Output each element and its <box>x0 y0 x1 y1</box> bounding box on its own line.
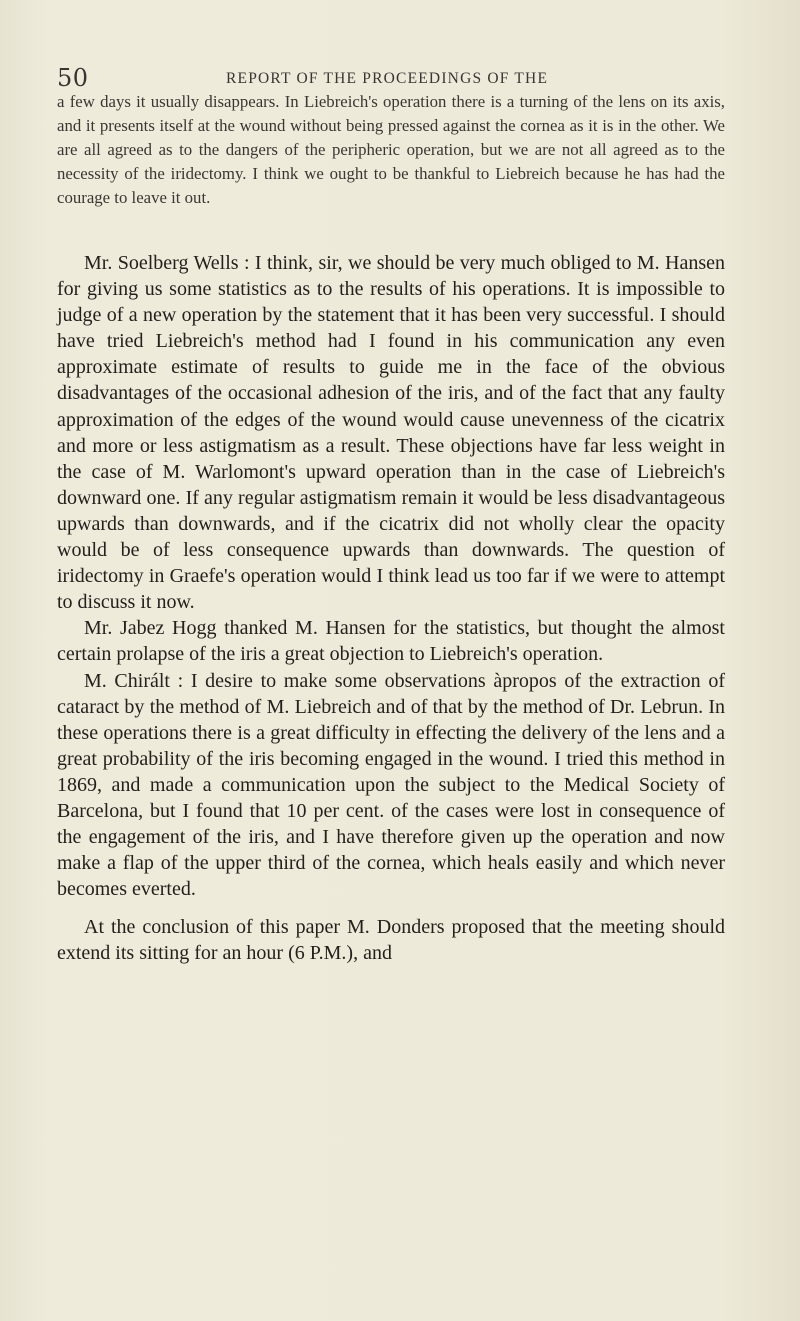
main-text-block <box>57 250 725 967</box>
running-head: REPORT OF THE PROCEEDINGS OF THE <box>226 70 549 87</box>
paragraph-jabez-hogg: Mr. Jabez Hogg thanked M. Hansen for the statistics, but thought the almost certain prolapse of the iris a great objection to Liebreich's operation. <box>57 617 725 666</box>
page-number: 50 <box>57 64 89 92</box>
paragraph-chiralt: M. Chirált : I desire to make some observations àpropos of the extraction of cataract by the method of M. Liebreich and of that by the method of Dr. Lebrun. In these operations there is a great difficulty in effecting the delivery of the lens and a great probability of the iris becoming engaged in the wound. I tried this method in 1869, and made a communication upon the subject to the Medical Society of Barcelona, but I found that 10 per cent. of the cases were lost in consequence of the engagement of the iris, and I have therefore given up the operation and now make a flap of the upper third of the cornea, which heals easily and which never becomes everted. <box>57 669 725 901</box>
paragraph-conclusion: At the conclusion of this paper M. Donders proposed that the meeting should extend its sitting for an hour (6 P.M.), and <box>57 916 725 965</box>
paragraph-liebreich-operation: a few days it usually disappears. In Liebreich's operation there is a turning of the lens on its axis, and it presents itself at the wound without being pressed against the cornea as it is in the other. We are all agreed as to the dangers of the peripheric operation, but we are not all agreed as to the necessity of the iridectomy. I think we ought to be thankful to Liebreich because he has had the courage to leave it out. <box>57 92 725 207</box>
small-print-block <box>57 90 725 210</box>
paragraph-soelberg-wells: Mr. Soelberg Wells : I think, sir, we should be very much obliged to M. Hansen for giving us some statistics as to the results of his operations. It is impossible to judge of a new operation by the statement that it has been very successful. I should have tried Liebreich's method had I found in his communication any even approximate estimate of results to guide me in the face of the obvious disadvantages of the occasional adhesion of the iris, and of the fact that any faulty approximation of the edges of the wound would cause unevenness of the cicatrix and more or less astigmatism as a result. These objections have far less weight in the case of M. Warlomont's upward operation than in the case of Liebreich's downward one. If any regular astigmatism remain it would be less disadvantageous upwards than downwards, and if the cicatrix did not wholly clear the opacity would be of less consequence upwards than downwards. The question of iridectomy in Graefe's operation would I think lead us too far if we were to attempt to discuss it now. <box>57 252 725 614</box>
